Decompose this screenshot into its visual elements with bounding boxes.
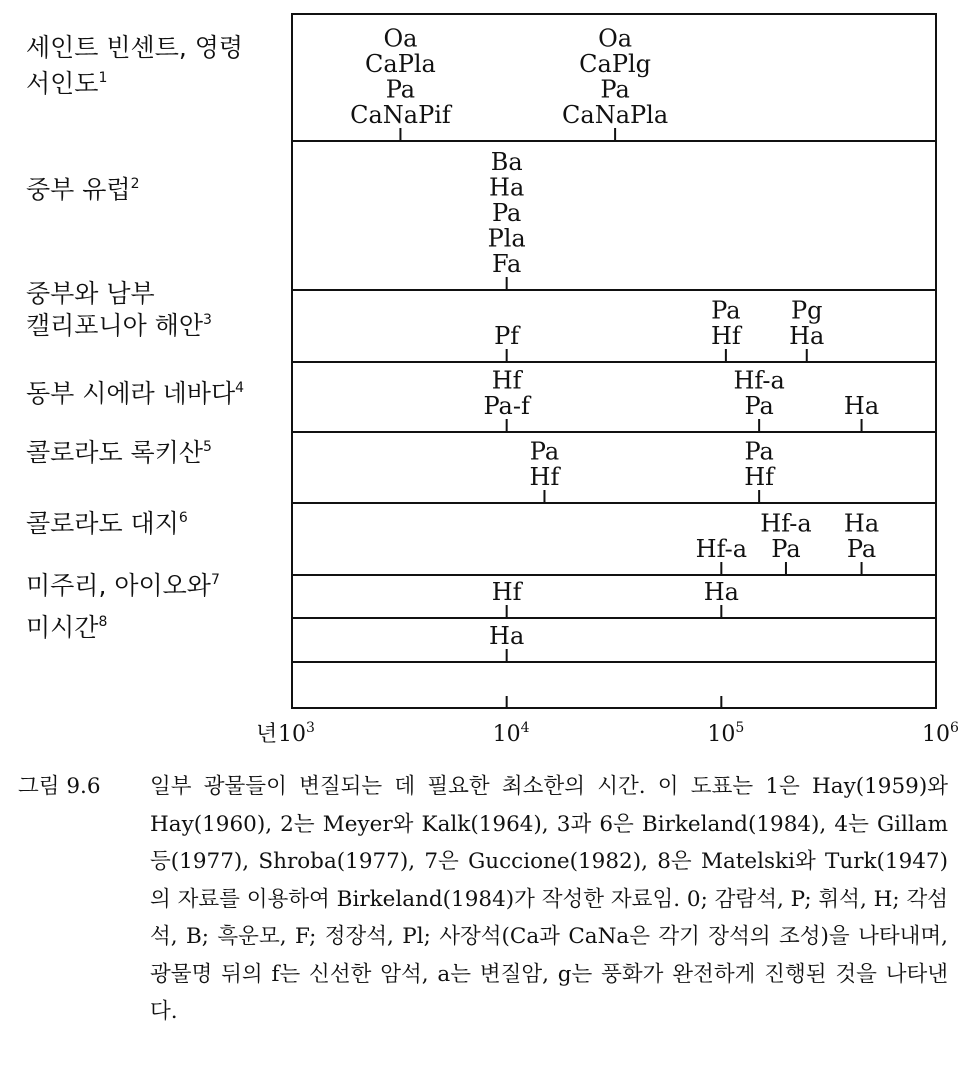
footnote-number: 6 bbox=[178, 510, 188, 526]
mineral-label: Hf-a bbox=[733, 366, 785, 395]
mineral-label: Oa bbox=[383, 24, 418, 53]
mineral-label: Fa bbox=[491, 250, 522, 278]
mineral-label: Ha bbox=[489, 173, 525, 202]
region-label: 동부 시에라 네바다$^4$ bbox=[26, 379, 245, 408]
mineral-label: Ha bbox=[843, 509, 880, 538]
region-label: 중부 유럽$^2$ bbox=[26, 175, 140, 204]
caption-text: 일부 광물들이 변질되는 데 필요한 최소한의 시간. 이 도표는 1은 Hay(1959)와 Hay(1960), 2는 Meyer와 Kalk(1964), 3과 6은 Birkeland(1984), 4는 Gillam 등(1977), Shroba(1977), 7은 Guccione(1982), 8은 Matelski와 Turk(1947)의 자료를 이용하여 Birkeland(1984)가 작성한 자료임. 0; 감람석, P; 휘석, H; 각섬석, B; 흑운모, F; 정장석, Pl; 사장석(Ca과 CaNa은 각기 장석의 조성)을 나타내며, 광물명 뒤의 f는 신선한 암석, a는 변질암, g는 풍화가 완전하게 진행된 것을 나타낸다. bbox=[150, 774, 948, 1024]
mineral-label: Pf bbox=[494, 322, 520, 350]
footnote-number: 4 bbox=[235, 380, 245, 396]
mineral-label: Pa bbox=[491, 199, 522, 227]
axis-tick-label: $10^3$ bbox=[278, 720, 315, 747]
time-axis bbox=[256, 696, 959, 747]
region-label: 중부와 남부 bbox=[26, 279, 155, 308]
mineral-label: Pla bbox=[487, 224, 526, 253]
mineral-label: Hf bbox=[744, 463, 775, 491]
mineral-label: Pa bbox=[385, 75, 416, 104]
mineral-label: Pg bbox=[791, 296, 823, 325]
mineral-label: Oa bbox=[598, 24, 633, 53]
footnote-number: 2 bbox=[130, 176, 140, 192]
axis-tick-label: $10^6$ bbox=[922, 720, 959, 747]
region-label: 세인트 빈센트, 영령 bbox=[26, 33, 244, 62]
mineral-label: Pa bbox=[600, 75, 630, 104]
time-markers bbox=[350, 25, 879, 663]
region-label: 미주리, 아이오와$^7$ bbox=[26, 571, 220, 600]
mineral-label: Pa bbox=[771, 535, 801, 563]
mineral-label: Ha bbox=[843, 392, 880, 420]
footnote-number: 8 bbox=[98, 614, 108, 630]
mineral-label: Ba bbox=[490, 148, 523, 176]
mineral-label: Pa bbox=[711, 296, 741, 325]
mineral-label: Pa bbox=[529, 437, 560, 466]
mineral-label: Hf bbox=[491, 366, 522, 395]
axis-tick-label: $10^4$ bbox=[492, 720, 530, 747]
footnote-number: 5 bbox=[203, 439, 212, 455]
mineral-label: CaNaPla bbox=[562, 101, 669, 129]
mineral-label: Pa-f bbox=[483, 392, 530, 420]
region-label: 캘리포니아 해안$^3$ bbox=[26, 311, 212, 340]
region-label: 미시간$^8$ bbox=[26, 613, 108, 642]
mineral-label: Ha bbox=[789, 322, 825, 350]
axis-unit-label: 년 bbox=[256, 722, 278, 747]
mineral-label: Hf bbox=[710, 322, 741, 350]
footnote-number: 3 bbox=[203, 312, 212, 328]
mineral-label: Hf-a bbox=[695, 535, 748, 563]
mineral-label: Pa bbox=[744, 392, 774, 420]
mineral-label: CaPlg bbox=[579, 50, 652, 78]
mineral-label: Ha bbox=[489, 622, 525, 650]
mineral-label: Ha bbox=[703, 578, 739, 606]
region-labels bbox=[26, 33, 244, 642]
figure-number: 그림 9.6 bbox=[18, 774, 101, 799]
footnote-number: 1 bbox=[98, 70, 108, 86]
mineral-label: Pa bbox=[744, 437, 774, 466]
mineral-label: Hf bbox=[529, 463, 560, 491]
footnote-number: 7 bbox=[210, 572, 220, 588]
mineral-label: Pa bbox=[846, 535, 877, 563]
region-label: 서인도$^1$ bbox=[26, 69, 108, 98]
mineral-label: Hf-a bbox=[760, 509, 812, 538]
region-label: 콜로라도 대지$^6$ bbox=[26, 509, 188, 538]
axis-tick-label: $10^5$ bbox=[707, 720, 745, 747]
region-label: 콜로라도 록키산$^5$ bbox=[26, 438, 212, 467]
mineral-label: CaPla bbox=[365, 50, 436, 78]
mineral-label: CaNaPif bbox=[350, 101, 451, 129]
figure-caption bbox=[18, 768, 948, 1031]
mineral-label: Hf bbox=[491, 578, 522, 606]
